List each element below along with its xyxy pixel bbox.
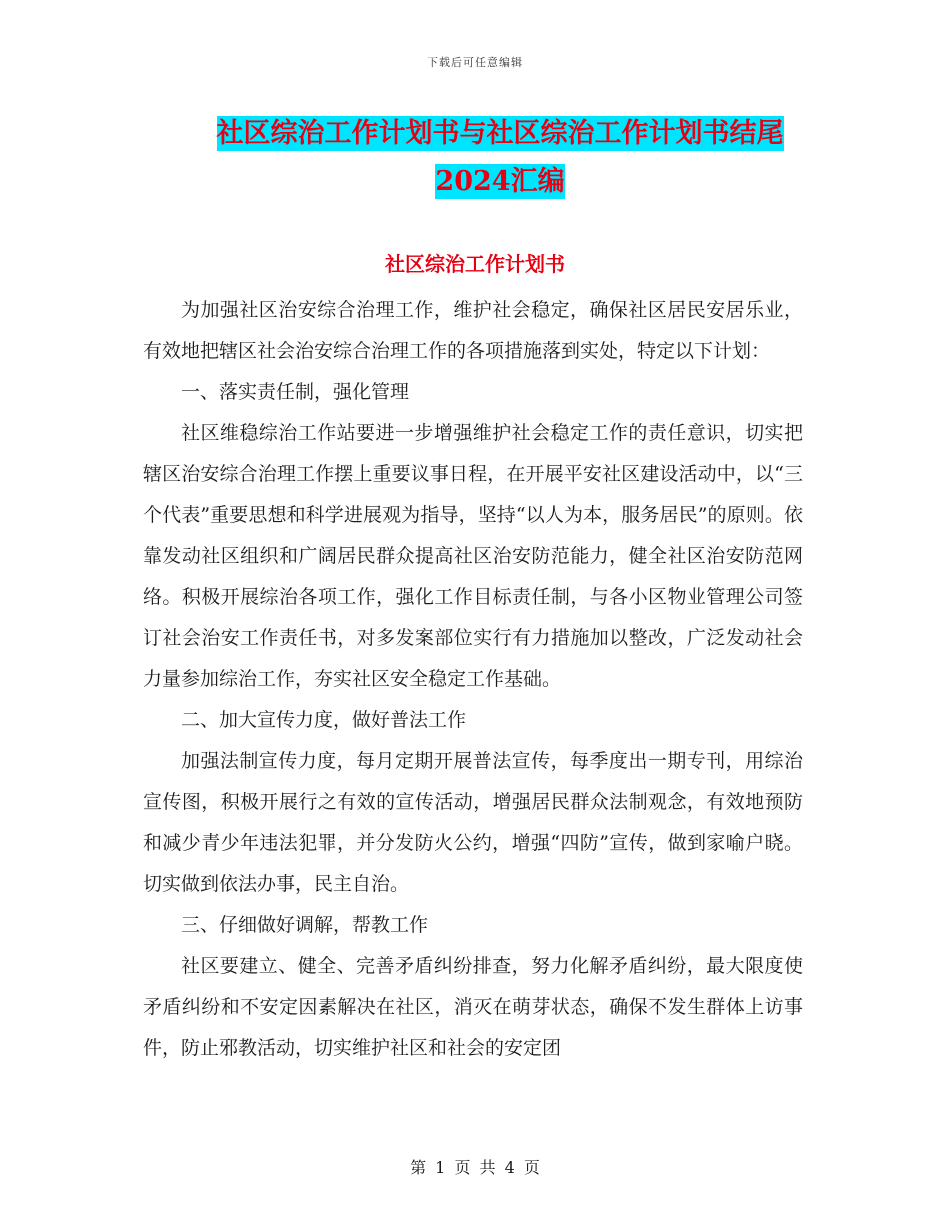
subheading-mediation: 三、仔细做好调解，帮教工作	[181, 914, 429, 936]
body-text	[143, 290, 803, 1069]
document-title	[190, 110, 810, 206]
document-title-text: 社区综治工作计划书与社区综治工作计划书结尾2024汇编	[216, 118, 784, 197]
paragraph-responsibility: 社区维稳综治工作站要进一步增强维护社会稳定工作的责任意识，切实把辖区治安综合治理工作摆上重要议事日程，在开展平安社区建设活动中，以“三个代表”重要思想和科学进展观为指导，坚持“以人为本，服务居民”的原则。依靠发动社区组织和广阔居民群众提高社区治安防范能力，健全社区治安防范网络。积极开展综治各项工作，强化工作目标责任制，与各小区物业管理公司签订社会治安工作责任书，对多发案部位实行有力措施加以整改，广泛发动社会力量参加综治工作，夯实社区安全稳定工作基础。	[143, 422, 803, 690]
paragraph-intro: 为加强社区治安综合治理工作，维护社会稳定，确保社区居民安居乐业，有效地把辖区社会治安综合治理工作的各项措施落到实处，特定以下计划：	[143, 299, 803, 362]
subheading-publicity: 二、加大宣传力度，做好普法工作	[181, 709, 467, 731]
section-heading: 社区综治工作计划书	[385, 252, 565, 276]
paragraph-mediation: 社区要建立、健全、完善矛盾纠纷排查，努力化解矛盾纠纷，最大限度使矛盾纠纷和不安定因素解决在社区，消灭在萌芽状态，确保不发生群体上访事件，防止邪教活动，切实维护社区和社会的安定团	[143, 955, 803, 1059]
paragraph-publicity: 加强法制宣传力度，每月定期开展普法宣传，每季度出一期专刊，用综治宣传图，积极开展行之有效的宣传活动，增强居民群众法制观念，有效地预防和减少青少年违法犯罪，并分发防火公约，增强“四防”宣传，做到家喻户晓。切实做到依法办事，民主自治。	[143, 750, 803, 895]
page-footer: 第 1 页 共 4 页	[410, 1158, 540, 1177]
page-header-note: 下载后可任意编辑	[427, 56, 523, 69]
subheading-responsibility: 一、落实责任制，强化管理	[181, 381, 410, 403]
